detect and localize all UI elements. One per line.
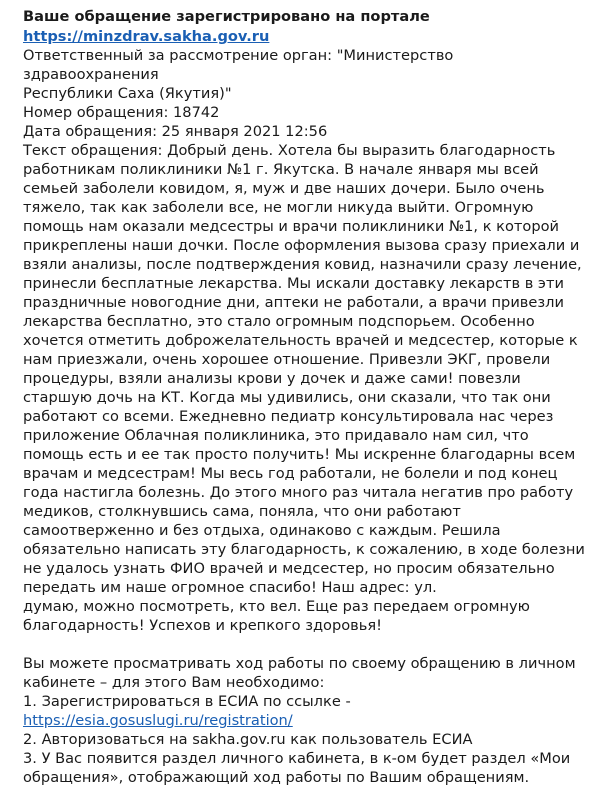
- request-text-part1: Текст обращения: Добрый день. Хотела бы выразить благодарность работникам поликлиники №1 г. Якутска. В начале января мы всей семьей заболели ковидом, я, муж и две наших дочери. Было очень тяжело, так как заболели все, не могли никуда выйти. Огромную помощь нам оказали медсестры и врачи поликлиники №1, к которой прикреплены наши дочки. После оформления вызова сразу приехали и взяли анализы, после подтверждения ковид, назначили сразу лечение, принесли бесплатные лекарства. Мы искали доставку лекарств в эти праздничные новогодние дни, аптеки не работали, а врачи привезли лекарства бесплатно, это стало огромным подспорьем. Особенно хочется отметить доброжелательность врачей и медсестер, которые к нам приезжали, очень хорошее отношение. Привезли ЭКГ, провели процедуры, взяли анализы крови у дочек и даже сами! повезли старшую дочь на КТ. Когда мы удивились, они сказали, что так они работают со всеми. Ежедневно педиатр консультировала нас через приложение Облачная поликлиника, это придавало нам сил, что помощь есть и ее так просто получить! Мы искренне благодарны всем врачам и медсестрам! Мы весь год работали, не болели и под конец года настигла болезнь. До этого много раз читала негатив про работу медиков, столкнувшись сама, поняла, что они работают самоотверженно и без отдыха, одинаково с каждым. Решила обязательно написать эту благодарность, к сожалению, в ходе болезни не удалось узнать ФИО врачей и медсестер, но просим обязательно передать им наше огромное спасибо! Наш адрес: ул.: [23, 142, 585, 596]
- portal-link[interactable]: https://minzdrav.sakha.gov.ru: [23, 28, 270, 45]
- instruction-step-3: 3. У Вас появится раздел личного кабинета, в к-ом будет раздел «Мои обращения», отображающий ход работы по Вашим обращениям.: [23, 750, 571, 786]
- esia-registration-link[interactable]: https://esia.gosuslugi.ru/registration/: [23, 712, 293, 729]
- request-text-part2: думаю, можно посмотреть, кто вел. Еще раз передаем огромную благодарность! Успехов и крепкого здоровья!: [23, 598, 530, 634]
- request-text: [23, 141, 590, 635]
- instruction-step-2: 2. Авторизоваться на sakha.gov.ru как пользователь ЕСИА: [23, 731, 473, 748]
- redacted-address: [441, 582, 557, 594]
- request-number: Номер обращения: 18742: [23, 104, 220, 121]
- agency-line-1: Ответственный за рассмотрение орган: "Министерство здравоохранения: [23, 47, 454, 83]
- agency-line-2: Республики Саха (Якутия)": [23, 85, 232, 102]
- page-title: Ваше обращение зарегистрировано на портале: [23, 8, 430, 25]
- instructions-intro: Вы можете просматривать ход работы по своему обращению в личном кабинете – для этого Вам необходимо:: [23, 655, 576, 691]
- instruction-step-1: [23, 692, 590, 730]
- step-1-text: 1. Зарегистрироваться в ЕСИА по ссылке -: [23, 693, 351, 710]
- request-date: Дата обращения: 25 января 2021 12:56: [23, 123, 328, 140]
- spacer: [23, 635, 590, 654]
